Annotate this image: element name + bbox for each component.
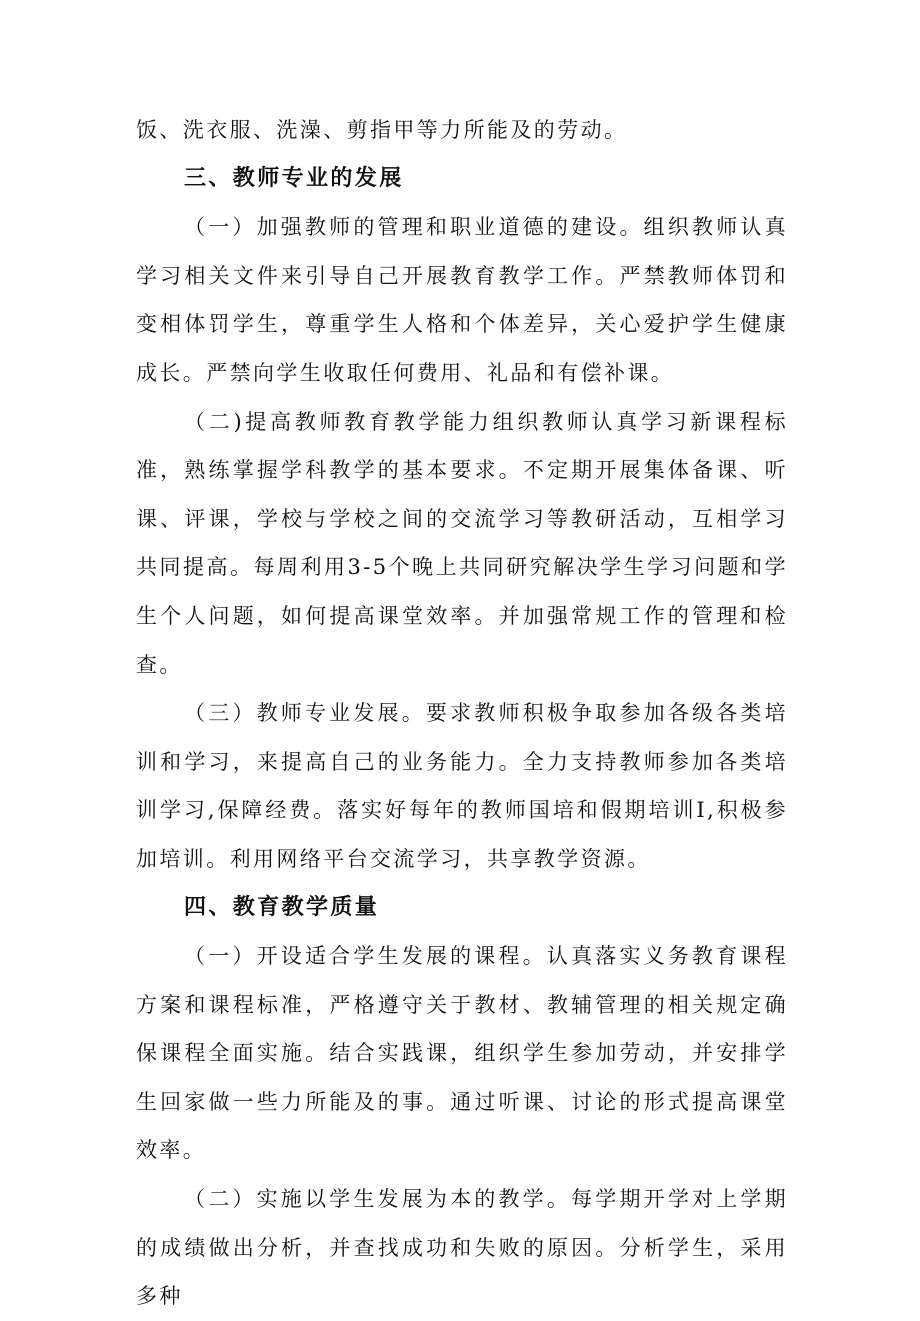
document-page [136, 106, 788, 1321]
section-heading-teaching-quality: 四、教育教学质量 [184, 894, 380, 920]
paragraph-continuation: 饭、洗衣服、洗澡、剪指甲等力所能及的劳动。 [136, 118, 628, 142]
paragraph-professional-growth: （三）教师专业发展。要求教师积极争取参加各级各类培训和学习，来提高自己的业务能力。全力支持教师参加各类培训学习,保障经费。落实好每年的教师国培和假期培训I,积极参加培训。利用网络平台交流学习，共享教学资源。 [136, 701, 788, 871]
paragraph-ethics: （一）加强教师的管理和职业道德的建设。组织教师认真学习相关文件来引导自己开展教育教学工作。严禁教师体罚和变相体罚学生，尊重学生人格和个体差异，关心爱护学生健康成长。严禁向学生收取任何费用、礼品和有偿补课。 [136, 215, 788, 385]
paragraph-student-centered: （二）实施以学生发展为本的教学。每学期开学对上学期的成绩做出分析，并查找成功和失败的原因。分析学生，采用多种 [136, 1187, 788, 1309]
paragraph-curriculum: （一）开设适合学生发展的课程。认真落实义务教育课程方案和课程标准，严格遵守关于教材、教辅管理的相关规定确保课程全面实施。结合实践课，组织学生参加劳动，并安排学生回家做一些力所能及的事。通过听课、讨论的形式提高课堂效率。 [136, 944, 788, 1163]
section-heading-teacher-development: 三、教师专业的发展 [184, 165, 404, 191]
paragraph-teaching-ability: （二)提高教师教育教学能力组织教师认真学习新课程标准，熟练掌握学科教学的基本要求。不定期开展集体备课、听课、评课，学校与学校之间的交流学习等教研活动，互相学习共同提高。每周利用3-5个晚上共同研究解决学生学习问题和学生个人问题，如何提高课堂效率。并加强常规工作的管理和检查。 [136, 409, 788, 677]
